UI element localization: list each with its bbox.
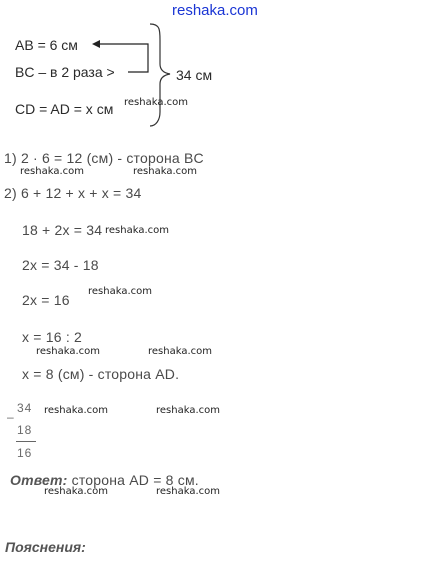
watermark: reshaka.com	[36, 346, 100, 357]
site-watermark: reshaka.com	[172, 2, 258, 19]
solution-step1: 1) 2 · 6 = 12 (см) - сторона BC	[4, 150, 204, 166]
condition-ab: AB = 6 см	[15, 37, 78, 53]
answer-text: сторона AD = 8 см.	[71, 472, 199, 488]
equation-4: x = 16 : 2	[22, 329, 82, 345]
solution-step2: 2) 6 + 12 + x + x = 34	[4, 185, 142, 201]
column-minus: –	[7, 410, 15, 424]
watermark: reshaka.com	[124, 97, 188, 108]
column-top: 34	[17, 401, 33, 415]
watermark: reshaka.com	[148, 346, 212, 357]
column-line	[16, 441, 36, 442]
curly-brace	[150, 24, 170, 126]
condition-diagram	[0, 0, 440, 140]
column-result: 16	[17, 446, 33, 460]
watermark: reshaka.com	[156, 486, 220, 497]
watermark: reshaka.com	[105, 225, 169, 236]
equation-2: 2x = 34 - 18	[22, 257, 99, 273]
watermark: reshaka.com	[88, 286, 152, 297]
watermark: reshaka.com	[133, 166, 197, 177]
watermark: reshaka.com	[44, 405, 108, 416]
arrow-icon	[92, 40, 148, 72]
watermark: reshaka.com	[156, 405, 220, 416]
watermark: reshaka.com	[20, 166, 84, 177]
condition-bc: BC – в 2 раза >	[15, 64, 115, 80]
column-sub: 18	[17, 423, 33, 437]
answer-label: Ответ:	[10, 472, 68, 488]
condition-cd: CD = AD = x см	[15, 101, 114, 117]
watermark: reshaka.com	[44, 486, 108, 497]
equation-1: 18 + 2x = 34	[22, 222, 103, 238]
equation-5: x = 8 (см) - сторона AD.	[22, 366, 180, 382]
condition-total: 34 см	[176, 67, 213, 83]
equation-3: 2x = 16	[22, 292, 70, 308]
explanations-heading: Пояснения:	[5, 539, 86, 555]
